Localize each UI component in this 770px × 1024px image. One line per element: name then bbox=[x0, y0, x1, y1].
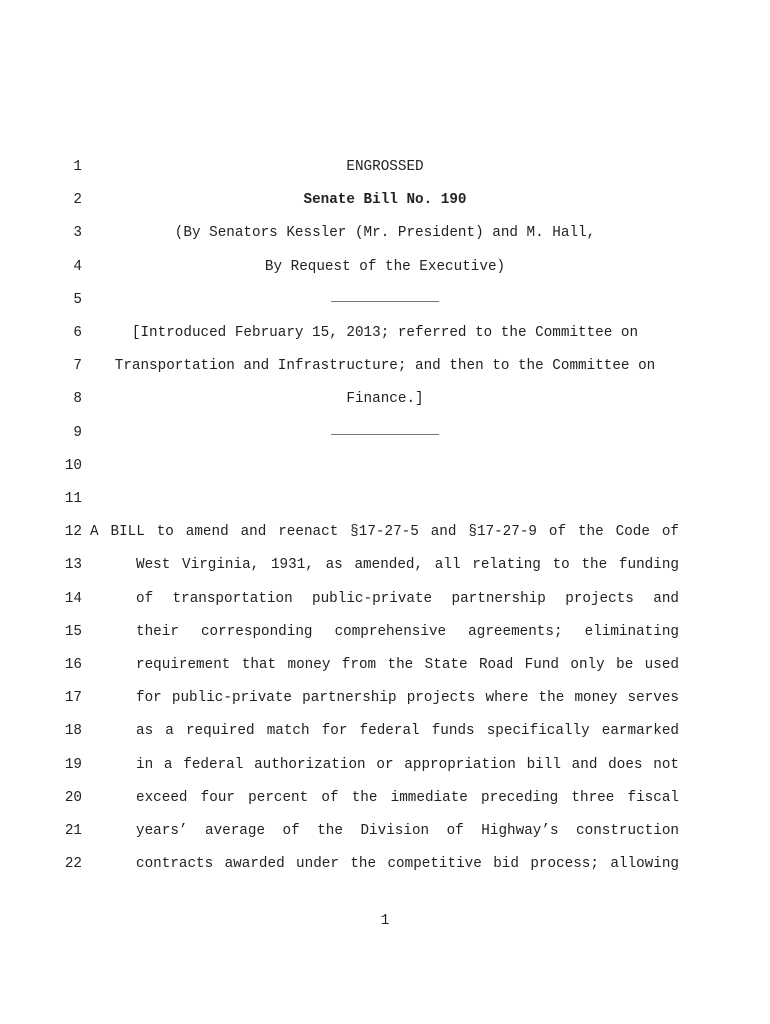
document-line bbox=[0, 456, 770, 489]
line-number: 22 bbox=[64, 856, 82, 873]
document-line bbox=[0, 356, 770, 389]
heading-text: ENGROSSED bbox=[346, 159, 424, 175]
document-line bbox=[0, 854, 770, 887]
document-line bbox=[0, 821, 770, 854]
bill-text: contracts awarded under the competitive bid process; allowing bbox=[136, 856, 679, 873]
line-number: 8 bbox=[73, 391, 82, 408]
bill-text: as a required match for federal funds specifically earmarked bbox=[136, 723, 679, 740]
bill-text: years’ average of the Division of Highway’s construction bbox=[136, 823, 679, 839]
bill-text: West Virginia, 1931, as amended, all relating to the funding bbox=[136, 557, 679, 574]
document-line bbox=[0, 788, 770, 821]
line-number: 9 bbox=[73, 424, 82, 441]
line-number: 21 bbox=[64, 823, 82, 839]
bill-text: exceed four percent of the immediate preceding three fiscal bbox=[136, 789, 679, 806]
line-number: 16 bbox=[64, 657, 82, 673]
document-line bbox=[0, 257, 770, 290]
document-line bbox=[0, 190, 770, 223]
heading-text: Transportation and Infrastructure; and then to the Committee on bbox=[114, 358, 656, 375]
document-line bbox=[0, 223, 770, 256]
document-line bbox=[0, 555, 770, 588]
heading-text: [Introduced February 15, 2013; referred to the Committee on bbox=[131, 325, 639, 341]
line-number: 13 bbox=[64, 557, 82, 574]
line-number: 2 bbox=[73, 192, 82, 209]
bill-text: of transportation public-private partnership projects and bbox=[136, 590, 679, 607]
line-number: 11 bbox=[64, 491, 82, 507]
bill-text: requirement that money from the State Road Fund only be used bbox=[136, 657, 679, 673]
document-line bbox=[0, 589, 770, 622]
document-line bbox=[0, 755, 770, 788]
line-number: 6 bbox=[73, 325, 82, 341]
document-line bbox=[0, 622, 770, 655]
line-number: 17 bbox=[64, 690, 82, 707]
document-line bbox=[0, 423, 770, 456]
document-line bbox=[0, 721, 770, 754]
bill-text: for public-private partnership projects where the money serves bbox=[136, 690, 679, 707]
bill-text: in a federal authorization or appropriation bill and does not bbox=[136, 756, 679, 773]
line-number: 1 bbox=[73, 159, 82, 175]
separator-rule bbox=[331, 301, 439, 302]
document-line bbox=[0, 389, 770, 422]
bill-text: their corresponding comprehensive agreements; eliminating bbox=[136, 623, 679, 640]
line-number: 14 bbox=[64, 590, 82, 607]
page-number: 1 bbox=[380, 913, 390, 929]
line-number: 3 bbox=[73, 225, 82, 242]
separator-rule bbox=[331, 434, 439, 435]
line-number: 20 bbox=[64, 789, 82, 806]
document-line bbox=[0, 290, 770, 323]
line-number: 18 bbox=[64, 723, 82, 740]
document-line bbox=[0, 522, 770, 555]
line-number: 5 bbox=[73, 291, 82, 308]
bill-text: A BILL to amend and reenact §17-27-5 and §17-27-9 of the Code of bbox=[90, 524, 679, 541]
heading-text: By Request of the Executive) bbox=[264, 258, 506, 275]
document-line bbox=[0, 655, 770, 688]
line-number: 19 bbox=[64, 756, 82, 773]
bill-title: Senate Bill No. 190 bbox=[303, 192, 467, 209]
line-number: 10 bbox=[64, 457, 82, 474]
heading-text: Finance.] bbox=[346, 391, 424, 408]
heading-text: (By Senators Kessler (Mr. President) and M. Hall, bbox=[174, 225, 596, 242]
line-number: 4 bbox=[73, 258, 82, 275]
line-number: 15 bbox=[64, 623, 82, 640]
document-line bbox=[0, 323, 770, 356]
document-line bbox=[0, 688, 770, 721]
line-number: 7 bbox=[73, 358, 82, 375]
document-line bbox=[0, 489, 770, 522]
document-line bbox=[0, 157, 770, 190]
line-number: 12 bbox=[64, 524, 82, 541]
